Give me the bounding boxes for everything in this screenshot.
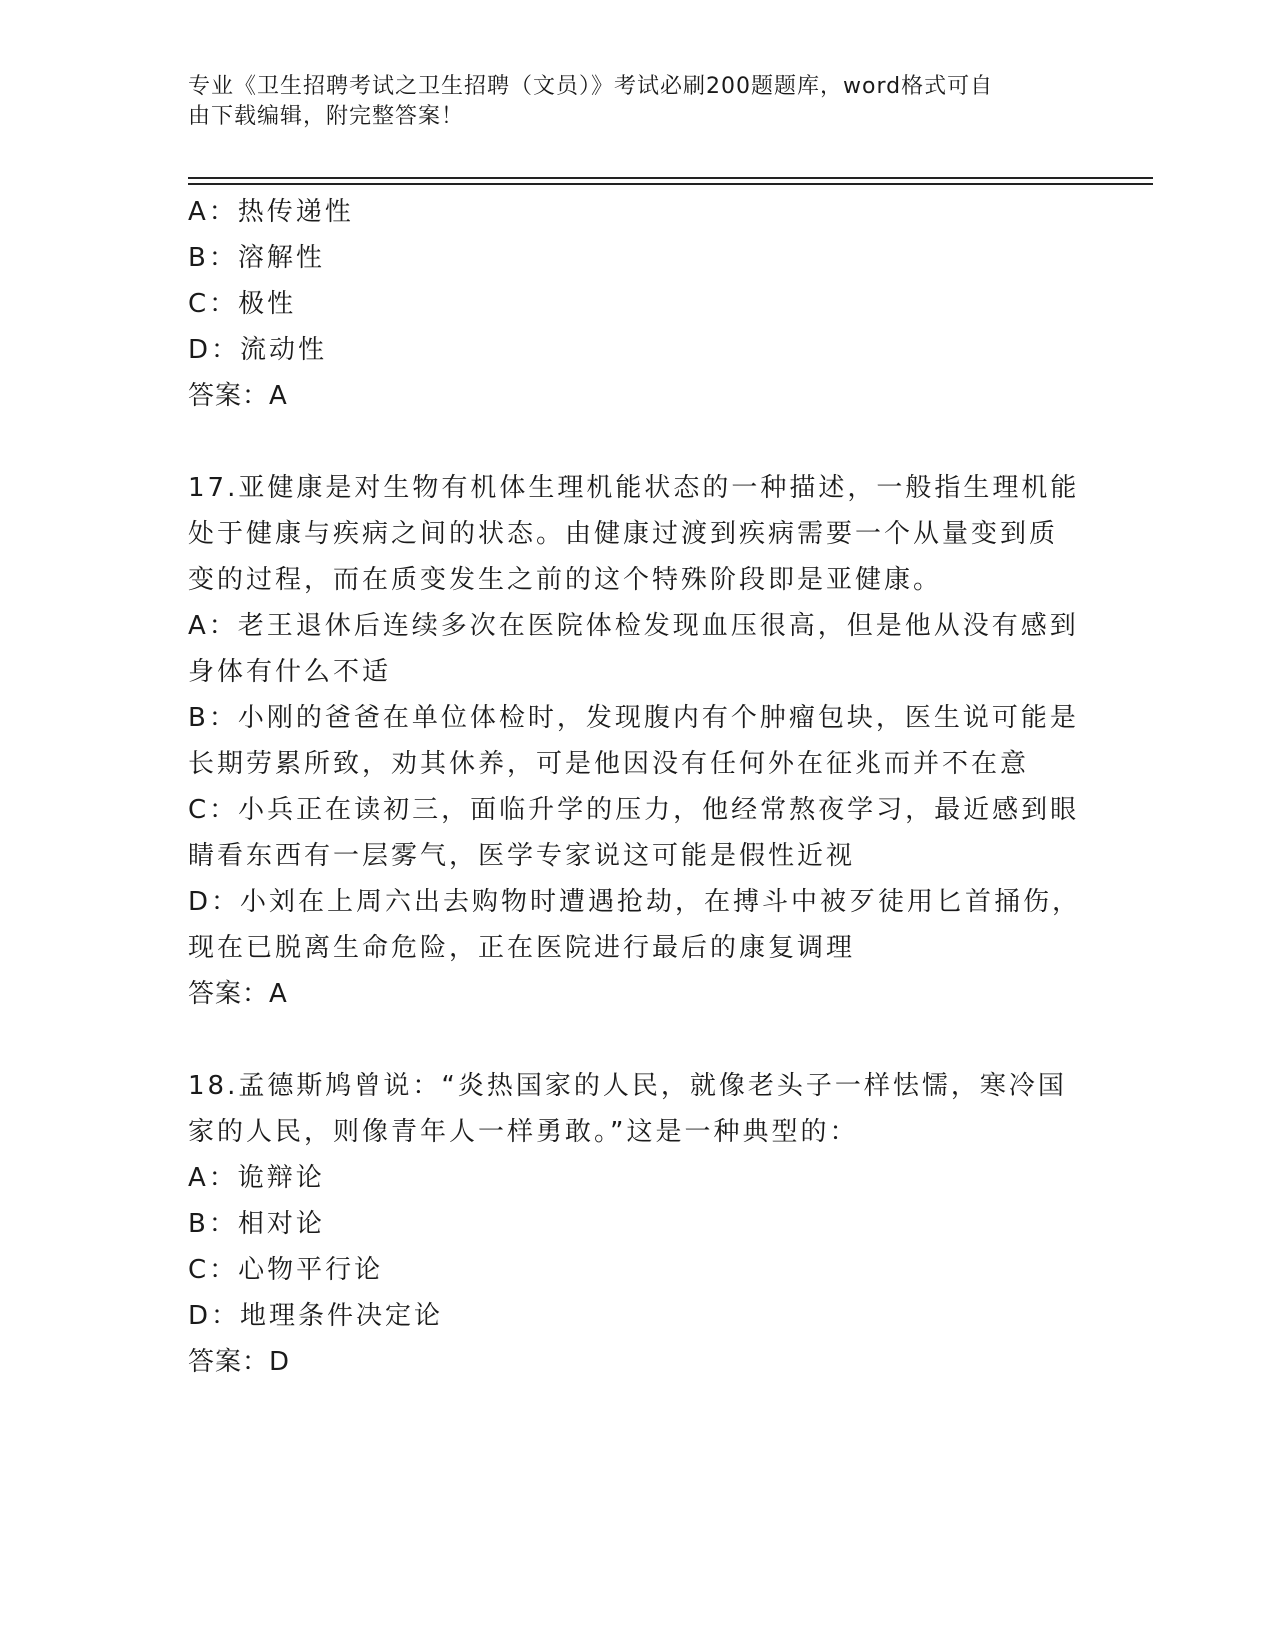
question-16-option-c: C：极性 [188,289,297,319]
question-17-option-a-line-2: 身体有什么不适 [188,657,392,687]
question-18-answer: 答案：D [188,1347,291,1377]
question-17-option-b-line-1: B：小刚的爸爸在单位体检时，发现腹内有个肿瘤包块，医生说可能是 [188,703,1079,733]
document-body [188,189,1082,1385]
question-16-option-d: D：流动性 [188,335,328,365]
question-17-option-a-line-1: A：老王退休后连续多次在医院体检发现血压很高，但是他从没有感到 [188,611,1079,641]
header-divider-bottom [188,183,1153,185]
question-18-stem-line-2: 家的人民，则像青年人一样勇敢。”这是一种典型的： [188,1117,859,1147]
question-16-block [188,189,1068,419]
question-16-option-a: A：热传递性 [188,197,354,227]
section-spacer [188,1017,1068,1063]
question-17-stem-line-1: 17.亚健康是对生物有机体生理机能状态的一种描述，一般指生理机能 [188,473,1080,503]
question-17-answer: 答案：A [188,979,288,1009]
question-17-stem-line-3: 变的过程，而在质变发生之前的这个特殊阶段即是亚健康。 [188,565,943,595]
section-spacer [188,419,1068,465]
question-18-option-d: D：地理条件决定论 [188,1301,444,1331]
question-18-option-a: A：诡辩论 [188,1163,325,1193]
question-16-option-b: B：溶解性 [188,243,325,273]
question-18-stem-line-1: 18.孟德斯鸠曾说：“炎热国家的人民，就像老头子一样怯懦，寒冷国 [188,1071,1067,1101]
question-17-option-c-line-1: C：小兵正在读初三，面临升学的压力，他经常熬夜学习，最近感到眼 [188,795,1080,825]
question-18-block [188,1063,1068,1385]
document-header [188,72,1068,132]
header-line-1: 专业《卫生招聘考试之卫生招聘（文员）》考试必刷200题题库，word格式可自 [188,74,994,99]
question-16-answer: 答案：A [188,381,288,411]
question-17-option-b-line-2: 长期劳累所致，劝其休养，可是他因没有任何外在征兆而并不在意 [188,749,1030,779]
question-18-option-b: B：相对论 [188,1209,325,1239]
question-17-option-c-line-2: 睛看东西有一层雾气，医学专家说这可能是假性近视 [188,841,856,871]
question-17-block [188,465,1082,1017]
header-divider-top [188,177,1153,179]
question-17-option-d-line-1: D：小刘在上周六出去购物时遭遇抢劫，在搏斗中被歹徒用匕首捅伤， [188,887,1082,917]
question-18-option-c: C：心物平行论 [188,1255,384,1285]
header-line-2: 由下载编辑，附完整答案！ [188,104,465,129]
question-17-option-d-line-2: 现在已脱离生命危险，正在医院进行最后的康复调理 [188,933,856,963]
question-17-stem-line-2: 处于健康与疾病之间的状态。由健康过渡到疾病需要一个从量变到质 [188,519,1059,549]
